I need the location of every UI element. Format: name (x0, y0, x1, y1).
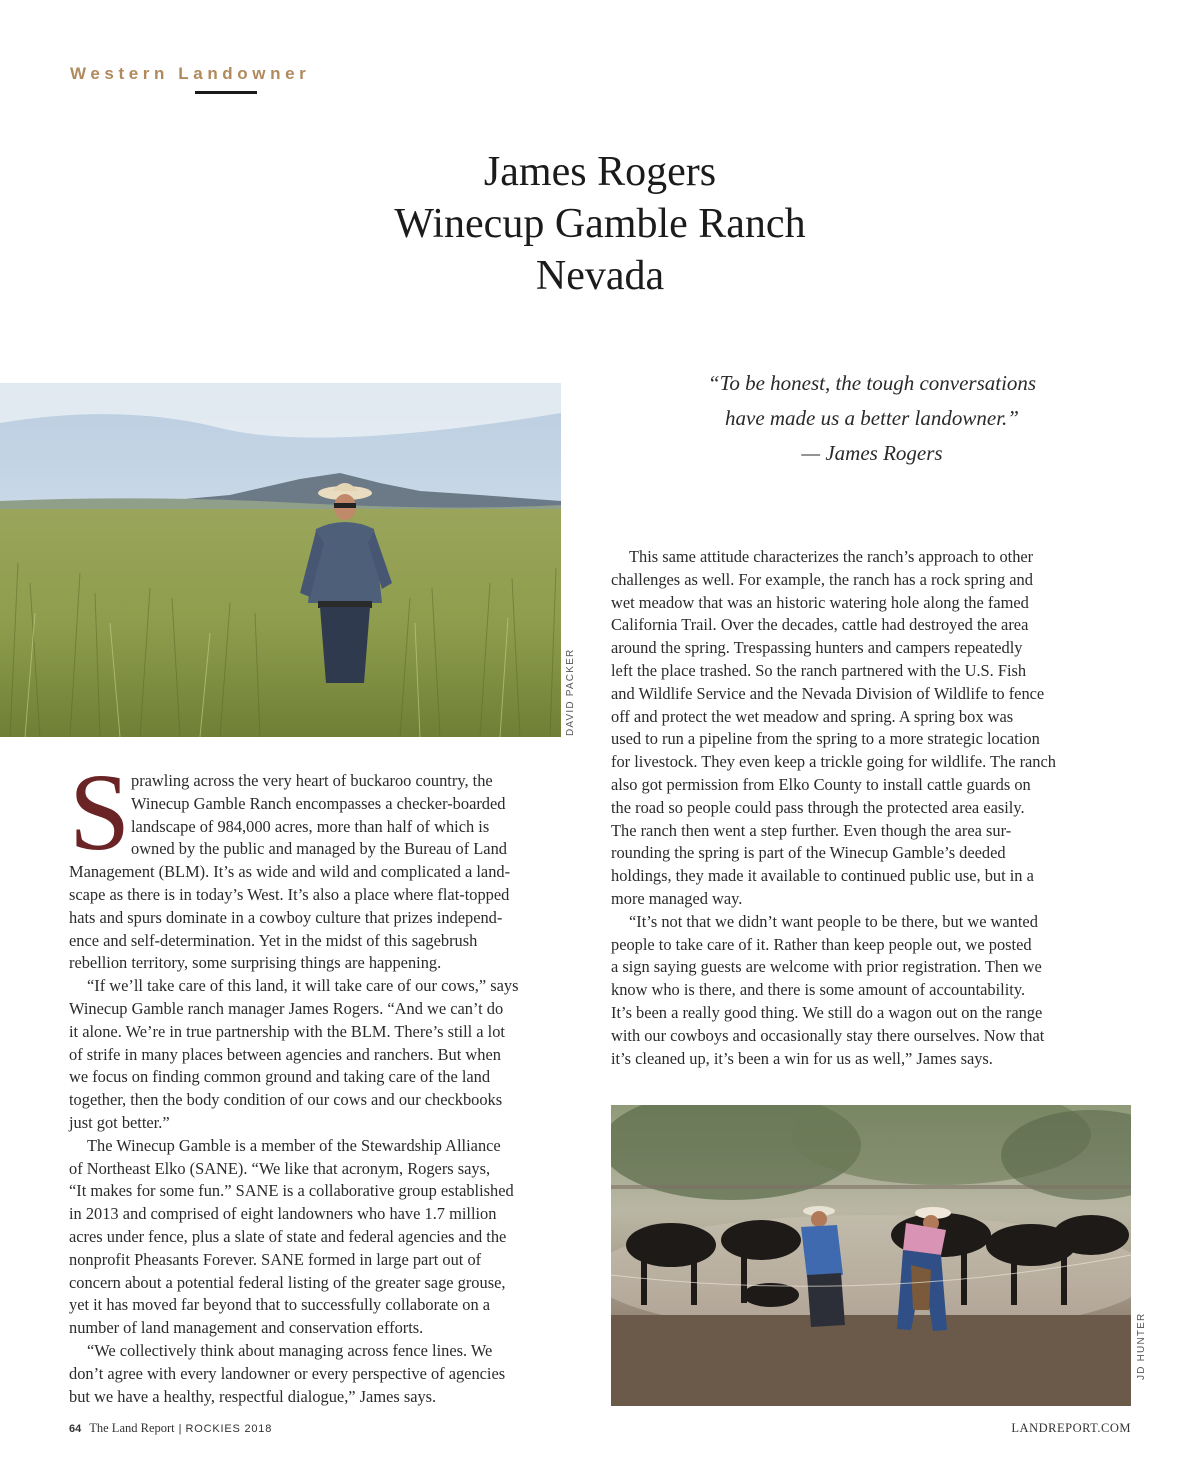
article-line: nonprofit Pheasants Forever. SANE formed in large part out of (69, 1249, 482, 1269)
photo-credit-bottom: JD HUNTER (1136, 1312, 1147, 1380)
pull-quote-line: have made us a better landowner.” (725, 406, 1019, 430)
article-left-column (69, 770, 589, 1408)
page-number: 64 (69, 1423, 82, 1435)
footer-separator: | (178, 1423, 182, 1435)
headline-state: Nevada (535, 253, 665, 299)
article-line: The ranch then went a step further. Even though the area sur- (611, 820, 1012, 840)
article-line: owned by the public and managed by the Bureau of Land (131, 839, 507, 859)
headline-ranch: Winecup Gamble Ranch (394, 201, 806, 247)
headline (0, 146, 1200, 302)
article-line: prawling across the very heart of buckaroo country, the (131, 771, 493, 790)
article-line: of Northeast Elko (SANE). “We like that acronym, Rogers says, (69, 1158, 491, 1178)
article-line: more managed way. (611, 888, 743, 908)
article-line: The Winecup Gamble is a member of the Stewardship Alliance (87, 1135, 501, 1155)
article-line: wet meadow that was an historic watering hole along the famed (611, 592, 1029, 612)
article-line: don’t agree with every landowner or every perspective of agencies (69, 1363, 506, 1383)
article-right-column (611, 546, 1135, 1070)
article-line: number of land management and conservation efforts. (69, 1318, 424, 1338)
article-line: “We collectively think about managing across fence lines. We (87, 1340, 493, 1360)
pull-quote-attribution: — James Rogers (801, 441, 943, 465)
article-line: yet it has moved far beyond that to successfully collaborate on a (69, 1295, 491, 1315)
photo-cowboys-with-cattle (611, 1105, 1131, 1406)
article-line: people to take care of it. Rather than keep people out, we posted (611, 934, 1032, 954)
article-line: concern about a potential federal listing of the greater sage grouse, (69, 1272, 506, 1292)
magazine-name: The Land Report (89, 1421, 175, 1435)
article-line: “It makes for some fun.” SANE is a collaborative group established (69, 1181, 514, 1201)
article-line: a sign saying guests are welcome with prior registration. Then we (611, 957, 1042, 977)
article-line: hats and spurs dominate in a cowboy culture that prizes independ- (69, 907, 503, 927)
photo-rancher-in-grassland (0, 383, 561, 737)
article-line: used to run a pipeline from the spring to a more strategic location (611, 729, 1040, 749)
article-line: just got better.” (69, 1112, 170, 1132)
article-line: ence and self-determination. Yet in the midst of this sagebrush (69, 930, 478, 950)
drop-cap: S (69, 751, 131, 873)
article-line: rounding the spring is part of the Winecup Gamble’s deeded (611, 843, 1006, 863)
article-line: “If we’ll take care of this land, it will take care of our cows,” says (87, 976, 519, 996)
pull-quote-line: “To be honest, the tough conversations (707, 371, 1037, 395)
article-line: in 2013 and comprised of eight landowners who have 1.7 million (69, 1204, 497, 1224)
article-line: “It’s not that we didn’t want people to be there, but we wanted (629, 911, 1038, 931)
article-line: it alone. We’re in true partnership with the BLM. There’s still a lot (69, 1021, 505, 1041)
article-line: also got permission from Elko County to install cattle guards on (611, 774, 1031, 794)
article-line: rebellion territory, some surprising things are happening. (69, 953, 442, 973)
article-line: off and protect the wet meadow and spring. A spring box was (611, 706, 1014, 726)
article-line: Winecup Gamble Ranch encompasses a checker-boarded (131, 793, 506, 813)
article-line: left the place trashed. So the ranch partnered with the U.S. Fish (611, 660, 1027, 680)
article-line: It’s been a really good thing. We still do a wagon out on the range (611, 1002, 1043, 1022)
article-line: challenges as well. For example, the ranch has a rock spring and (611, 569, 1033, 589)
footer-folio (69, 1421, 272, 1436)
pull-quote (612, 366, 1132, 471)
article-line: we focus on finding common ground and taking care of the land (69, 1067, 491, 1087)
article-line: landscape of 984,000 acres, more than half of which is (131, 816, 490, 836)
issue-name: ROCKIES 2018 (185, 1423, 273, 1435)
website-link[interactable]: LANDREPORT.COM (1011, 1421, 1131, 1435)
article-line: This same attitude characterizes the ranch’s approach to other (629, 547, 1034, 566)
article-line: holdings, they made it available to continued public use, but in a (611, 866, 1034, 886)
article-line: around the spring. Trespassing hunters and campers repeatedly (611, 638, 1023, 658)
article-line: but we have a healthy, respectful dialogue,” James says. (69, 1386, 437, 1406)
article-line: and Wildlife Service and the Nevada Division of Wildlife to fence (611, 683, 1045, 703)
page-footer (69, 1421, 1131, 1441)
article-line: of strife in many places between agencies and ranchers. But when (69, 1044, 501, 1064)
headline-name: James Rogers (483, 149, 717, 195)
article-line: with our cowboys and occasionally stay there ourselves. Now that (611, 1025, 1045, 1045)
photo-credit-top: DAVID PACKER (565, 648, 576, 736)
article-line: California Trail. Over the decades, cattle had destroyed the area (611, 615, 1029, 635)
article-line: for livestock. They even keep a trickle going for wildlife. The ranch (611, 752, 1056, 772)
article-line: acres under fence, plus a slate of state and federal agencies and the (69, 1226, 507, 1246)
section-rule (195, 91, 257, 94)
article-line: together, then the body condition of our cows and our checkbooks (69, 1090, 503, 1110)
article-line: Winecup Gamble ranch manager James Rogers. “And we can’t do (69, 998, 504, 1018)
article-line: know who is there, and there is some amount of accountability. (611, 980, 1026, 1000)
section-label: Western Landowner (70, 64, 311, 83)
article-line: the road so people could pass through the protected area easily. (611, 797, 1025, 817)
article-line: Management (BLM). It’s as wide and wild and complicated a land- (69, 862, 511, 882)
article-line: it’s cleaned up, it’s been a win for us as well,” James says. (611, 1048, 993, 1068)
article-line: scape as there is in today’s West. It’s also a place where flat-topped (69, 884, 510, 904)
